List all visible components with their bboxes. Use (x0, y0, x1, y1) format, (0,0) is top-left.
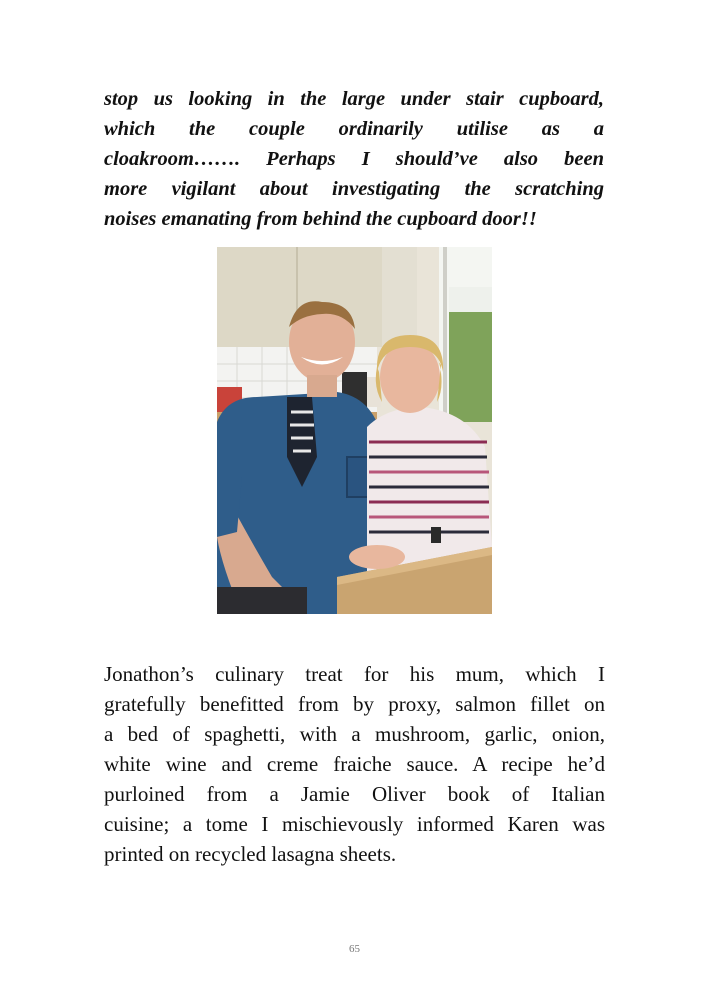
text-line: a bed of spaghetti, with a mushroom, garlic, onion, (104, 722, 605, 746)
text-line: purloined from a Jamie Oliver book of Italian (104, 782, 605, 806)
text-line: printed on recycled lasagna sheets. (104, 842, 397, 866)
photo-illustration (217, 247, 492, 614)
photo (217, 247, 492, 614)
page-number: 65 (349, 943, 360, 955)
italic-paragraph (104, 84, 604, 234)
text-line: which the couple ordinarily utilise as a (104, 118, 604, 140)
text-line: more vigilant about investigating the scratching (104, 178, 604, 200)
text-line: stop us looking in the large under stair cupboard, (104, 88, 604, 110)
body-paragraph (104, 659, 605, 869)
text-line: white wine and creme fraiche sauce. A recipe he’d (104, 752, 605, 776)
text-line: cloakroom……. Perhaps I should’ve also been (104, 148, 604, 170)
text-line: cuisine; a tome I mischievously informed Karen was (104, 812, 605, 836)
text-line: gratefully benefitted from by proxy, salmon fillet on (104, 692, 605, 716)
text-line: noises emanating from behind the cupboard door!! (104, 208, 537, 230)
text-line: Jonathon’s culinary treat for his mum, which I (104, 662, 605, 686)
